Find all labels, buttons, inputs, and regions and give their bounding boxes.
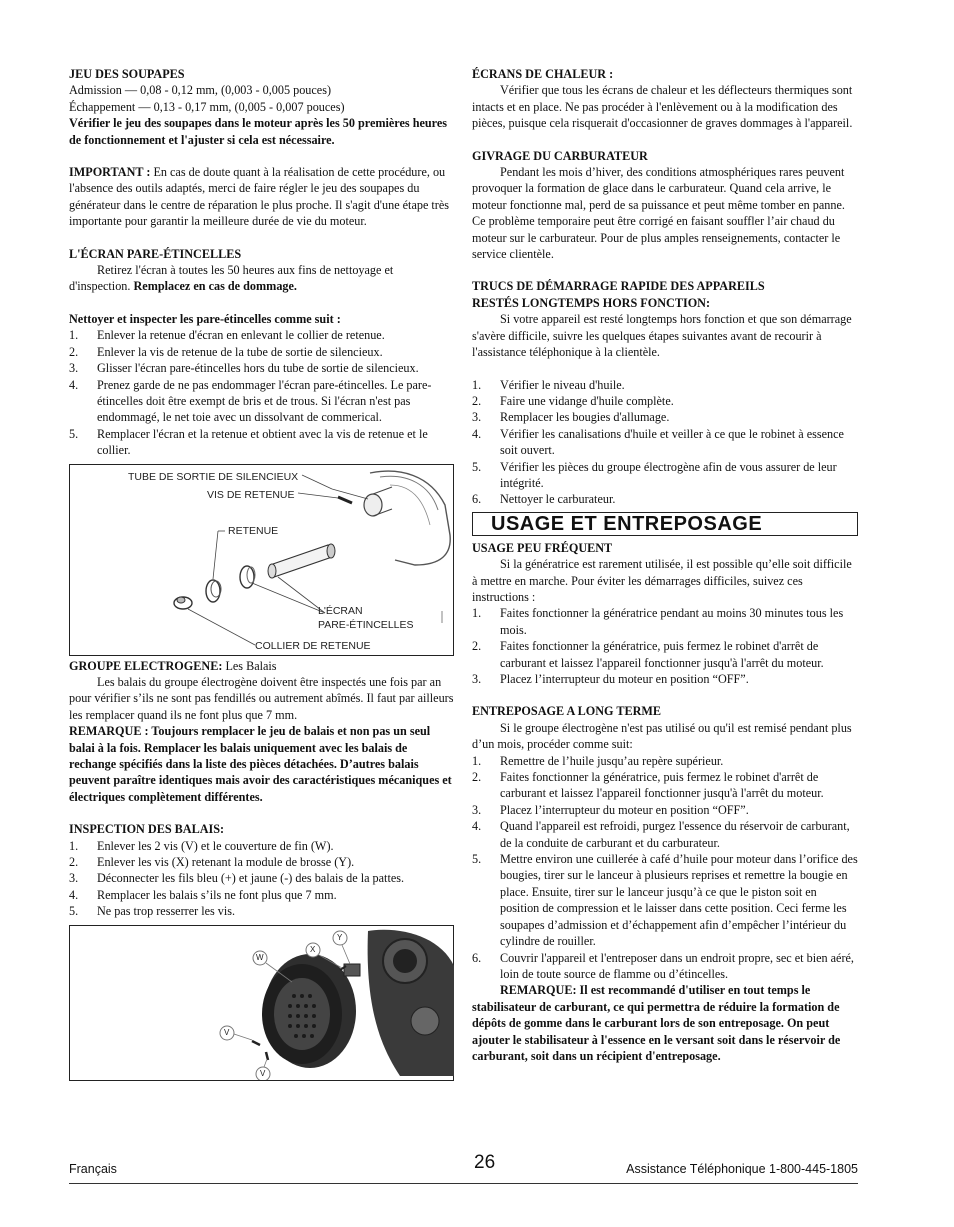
valves-intake: Admission — 0,08 - 0,12 mm, (0,003 - 0,005 pouces) <box>69 83 332 98</box>
tips-steps-list <box>472 377 858 508</box>
label-v-2: V <box>260 1068 266 1078</box>
usage-banner: USAGE ET ENTREPOSAGE <box>472 512 858 536</box>
list-item-number: 6. <box>472 492 482 507</box>
label-retenue: RETENUE <box>228 524 279 537</box>
list-item <box>472 753 858 769</box>
list-item <box>69 887 454 903</box>
important-text: En cas de doute quant à la réalisation de cette procédure, ou l'absence des outils adaptés, merci de faire régler le jeu des soupapes du générateur dans le centre de réparation le plus proche. Il s'agit d'une étape très importante pour garantir la meilleure durée de vie du moteur. <box>69 165 450 229</box>
list-item <box>472 393 858 409</box>
list-item-number: 2. <box>69 855 79 869</box>
label-ecran-1: L'ÉCRAN <box>318 604 363 617</box>
heat-heading: ÉCRANS DE CHALEUR : <box>472 67 614 81</box>
list-item-number: 1. <box>69 328 79 343</box>
list-item-number: 2. <box>472 639 482 654</box>
list-item <box>69 377 454 426</box>
list-item-text: Enlever les 2 vis (V) et le couverture de fin (W). <box>97 838 334 853</box>
label-v-1: V <box>224 1027 230 1037</box>
list-item-number: 3. <box>472 802 482 817</box>
list-item-number: 5. <box>472 459 482 474</box>
spark-paragraph: Retirez l'écran à toutes les 50 heures aux fins de nettoyage et d'inspection. Remplacez en cas de dommage. <box>69 263 394 294</box>
right-column <box>472 66 858 1064</box>
list-item <box>472 459 858 492</box>
brushes-heading: GROUPE ELECTROGENE: Les Balais <box>69 658 277 673</box>
label-w: W <box>256 952 264 962</box>
valves-exhaust: Échappement — 0,13 - 0,17 mm, (0,005 - 0,007 pouces) <box>69 99 345 114</box>
list-item-number: 5. <box>69 426 79 441</box>
label-collier: COLLIER DE RETENUE <box>255 639 371 652</box>
list-item-text: Remplacer les bougies d'allumage. <box>500 410 670 425</box>
list-item-text: Vérifier les canalisations d'huile et veiller à ce que le robinet à essence soit ouvert. <box>500 426 844 458</box>
label-ecran-2: PARE-ÉTINCELLES <box>318 618 414 631</box>
infrequent-steps-list <box>472 605 858 687</box>
list-item <box>472 638 858 671</box>
spark-steps-heading: Nettoyer et inspecter les pare-étincelles comme suit : <box>69 311 341 326</box>
valves-heading: JEU DES SOUPAPES <box>69 67 185 81</box>
label-tube: TUBE DE SORTIE DE SILENCIEUX <box>128 470 299 483</box>
storage-heading: ENTREPOSAGE A LONG TERME <box>472 704 662 719</box>
spark-bold: Remplacez en cas de dommage. <box>133 279 297 294</box>
list-item-number: 5. <box>472 852 482 867</box>
list-item-text: Nettoyer le carburateur. <box>500 492 616 507</box>
list-item-number: 4. <box>69 377 79 392</box>
storage-steps-list <box>472 753 858 983</box>
list-item <box>472 851 858 949</box>
footer-language: Français <box>69 1162 117 1176</box>
list-item-number: 6. <box>472 950 482 965</box>
label-x: X <box>310 944 316 954</box>
valves-bold-note: Vérifier le jeu des soupapes dans le moteur après les 50 premières heures de fonctionnement et l'ajuster si cela est nécessaire. <box>69 116 448 147</box>
list-item-number: 2. <box>472 770 482 785</box>
list-item-text: Vérifier les pièces du groupe électrogène afin de vous assurer de leur intégrité. <box>500 459 837 490</box>
list-item <box>472 950 858 983</box>
infrequent-text: Si la génératrice est rarement utilisée, il est possible qu’elle soit difficile à mettre en marche. Pour éviter les démarrages difficiles, suivez ces instructions : <box>472 557 852 604</box>
label-y: Y <box>337 932 343 942</box>
left-column <box>69 66 454 1081</box>
tips-heading-1: TRUCS DE DÉMARRAGE RAPIDE DES APPAREILS <box>472 279 765 294</box>
list-item-number: 3. <box>69 871 79 886</box>
list-item <box>69 426 454 459</box>
list-item-text: Vérifier le niveau d'huile. <box>500 377 625 392</box>
spark-arrestor-figure <box>69 464 454 656</box>
list-item-text: Enlever les vis (X) retenant la module de brosse (Y). <box>97 855 355 869</box>
list-item <box>69 903 454 919</box>
brushes-remark: REMARQUE : Toujours remplacer le jeu de balais et non pas un seul balai à la fois. Remplacer les balais uniquement avec les balais de rechange spécifiés dans la liste des pièces détachées. D’autres balais peuvent paraître identiques mais avoir des caractéristiques mécaniques et électriques complètement différentes. <box>69 724 452 804</box>
list-item-number: 4. <box>69 887 79 902</box>
storage-remark: REMARQUE: Il est recommandé d'utiliser en tout temps le stabilisateur de carburant, ce qui permettra de réduire la formation de dépôts de gomme dans le carburant lors de son entreposage. On peut ajouter le stabilisateur à l'essence en le versant soit dans le réservoir de carburant, soit dans un récipient d'entreposage. <box>472 983 841 1063</box>
list-item-number: 3. <box>472 672 482 686</box>
list-item <box>472 409 858 425</box>
icing-heading: GIVRAGE DU CARBURATEUR <box>472 148 648 163</box>
label-vis: VIS DE RETENUE <box>207 488 295 501</box>
list-item-text: Ne pas trop resserrer les vis. <box>97 904 236 919</box>
page-footer <box>69 1152 858 1184</box>
list-item <box>472 802 858 818</box>
list-item-text: Placez l’interrupteur du moteur en position “OFF”. <box>500 802 749 817</box>
list-item-text: Enlever la vis de retenue de la tube de sortie de silencieux. <box>97 344 383 359</box>
footer-phone: Assistance Téléphonique 1-800-445-1805 <box>626 1162 858 1176</box>
list-item <box>472 769 858 802</box>
inspection-steps-list <box>69 838 454 920</box>
list-item-text: Faites fonctionner la génératrice pendant au moins 30 minutes tous les mois. <box>500 606 844 637</box>
list-item <box>69 854 454 870</box>
list-item-number: 4. <box>472 819 482 834</box>
list-item <box>472 491 858 507</box>
list-item-number: 1. <box>472 606 482 621</box>
list-item-number: 2. <box>69 344 79 359</box>
list-item-text: Remplacer l'écran et la retenue et obtient avec la vis de retenue et le collier. <box>97 426 428 458</box>
list-item-number: 5. <box>69 904 79 919</box>
list-item <box>472 818 858 851</box>
inspection-heading: INSPECTION DES BALAIS: <box>69 822 225 837</box>
list-item <box>69 838 454 854</box>
list-item-text: Mettre environ une cuillerée à café d’huile pour moteur dans l’orifice des bougies, tirer sur le lanceur à plusieurs reprises et remettre la bougie en place. Ensuite, tirer sur le lanceur jusqu’à ce que le piston soit en position de compression et le laisser dans cette position. Ceci ferme les soupapes d’admission et d’échappement afin d’empêcher l’intérieur du cylindre de rouiller. <box>500 852 858 949</box>
list-item-number: 1. <box>69 838 79 853</box>
icing-text: Pendant les mois d’hiver, des conditions atmosphériques rares peuvent provoquer la formation de glace dans le carburateur. Quand cela arrive, le moteur fonctionne mal, perd de sa puissance et peut même tomber en panne. Ce problème temporaire peut être corrigé en faisant souffler l’air chaud du moteur sur le carburateur. Pour de plus amples renseignements, contacter le service clientèle. <box>472 165 845 262</box>
storage-text: Si le groupe électrogène n'est pas utilisé ou qu'il est remisé pendant plus d’un mois, procéder comme suit: <box>472 720 852 752</box>
brushes-text: Les balais du groupe électrogène doivent être inspectés une fois par an pour vérifier s’ils ne sont pas fendillés ou autrement abîmés. Il faut par ailleurs les remplacer quand ils ne font plus que 7 mm. <box>69 674 454 722</box>
spark-heading: L'ÉCRAN PARE-ÉTINCELLES <box>69 246 242 261</box>
important-label: IMPORTANT : <box>69 165 151 180</box>
list-item-number: 3. <box>472 410 482 425</box>
list-item-number: 2. <box>472 393 482 408</box>
tips-heading-2: RESTÉS LONGTEMPS HORS FONCTION: <box>472 295 711 310</box>
important-paragraph <box>69 164 454 230</box>
heat-text: Vérifier que tous les écrans de chaleur et les déflecteurs thermiques sont intacts et en place. Ne pas procéder à l'enlèvement ou à la modification des pièces, puisque cela risquerait d'occasionner de graves dommages à l'appareil. <box>472 83 853 131</box>
list-item-text: Placez l’interrupteur du moteur en position “OFF”. <box>500 672 749 686</box>
spark-steps-list <box>69 327 454 458</box>
infrequent-heading: USAGE PEU FRÉQUENT <box>472 540 613 555</box>
list-item <box>472 426 858 459</box>
list-item-number: 1. <box>472 753 482 768</box>
brush-figure <box>69 925 454 1081</box>
list-item-text: Faites fonctionner la génératrice, puis fermez le robinet d'arrêt de carburant et laissez l'appareil fonctionner jusqu'à l'arrêt du moteur. <box>500 639 824 670</box>
list-item-text: Couvrir l'appareil et l'entreposer dans un endroit propre, sec et bien aéré, loin de toute source de flamme ou d’étincelles. <box>500 950 854 981</box>
list-item <box>472 671 858 687</box>
tips-text: Si votre appareil est resté longtemps hors fonction et que son démarrage s'avère difficile, suivre les quelques étapes suivantes avant de recourir à l'assistance téléphonique à la clientèle. <box>472 312 852 360</box>
brush-drawing <box>70 926 455 1080</box>
list-item <box>69 327 454 343</box>
list-item <box>472 377 858 393</box>
list-item-text: Prenez garde de ne pas endommager l'écran pare-étincelles. Le pare-étincelles doit être exempt de bris et de trous. Si l'écran n'est pas endommagé, le net toie avec un dissolvant de commerical. <box>97 377 432 425</box>
list-item-text: Glisser l'écran pare-étincelles hors du tube de sortie de silencieux. <box>97 361 419 376</box>
list-item-text: Faites fonctionner la génératrice, puis fermez le robinet d'arrêt de carburant et laissez l'appareil fonctionner jusqu'à l'arrêt du moteur. <box>500 770 824 801</box>
list-item-text: Déconnecter les fils bleu (+) et jaune (-) des balais de la pattes. <box>97 871 405 886</box>
list-item <box>472 605 858 638</box>
list-item-text: Remplacer les balais s’ils ne font plus que 7 mm. <box>97 887 337 902</box>
list-item-text: Quand l'appareil est refroidi, purgez l'essence du réservoir de carburant, de la conduite de carburant et du carburateur. <box>500 819 850 850</box>
list-item <box>69 870 454 886</box>
list-item-text: Remettre de l’huile jusqu’au repère supérieur. <box>500 753 724 768</box>
list-item-text: Enlever la retenue d'écran en enlevant le collier de retenue. <box>97 328 385 343</box>
list-item <box>69 360 454 376</box>
list-item <box>69 344 454 360</box>
list-item-number: 1. <box>472 377 482 392</box>
list-item-number: 4. <box>472 426 482 441</box>
list-item-text: Faire une vidange d'huile complète. <box>500 393 674 408</box>
page-number: 26 <box>474 1152 496 1173</box>
list-item-number: 3. <box>69 361 79 376</box>
